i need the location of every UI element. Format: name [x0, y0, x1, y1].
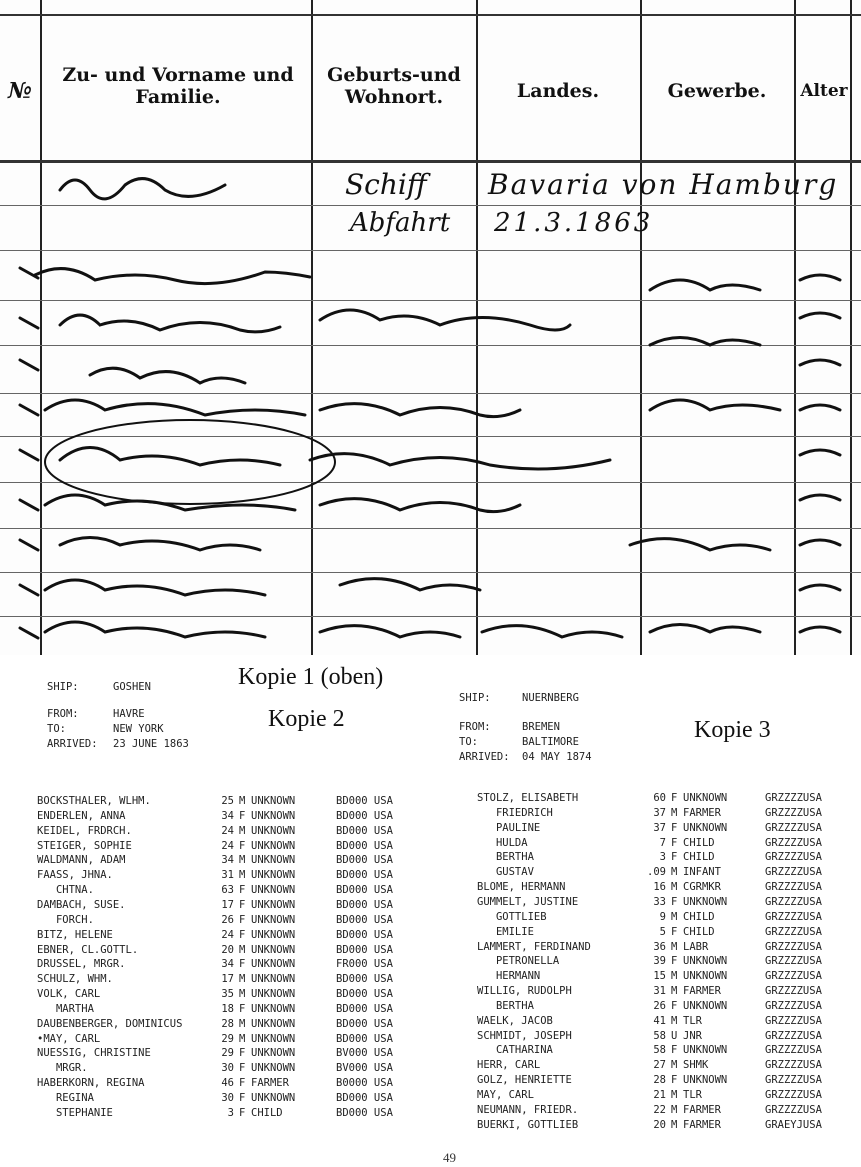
passenger-name: EBNER, CL.GOTTL. — [37, 943, 139, 956]
passenger-age: 33 — [653, 895, 666, 908]
passenger-code: GRZZZZUSA — [765, 881, 822, 894]
passenger-code: GRZZZZUSA — [765, 955, 822, 968]
passenger-code: GRZZZZUSA — [765, 792, 822, 804]
passenger-occupation: UNKNOWN — [251, 973, 296, 986]
passenger-age: 29 — [221, 1047, 234, 1060]
passenger-name: PAULINE — [477, 821, 541, 834]
passenger-occupation: JNR — [683, 1029, 702, 1042]
passenger-name: GUMMELT, JUSTINE — [477, 895, 579, 908]
passenger-code: BD000 USA — [336, 1106, 393, 1119]
passenger-sex: M — [239, 795, 246, 807]
handwritten-ship-name: Bavaria von Hamburg — [488, 168, 839, 201]
passenger-code: BD000 USA — [336, 869, 393, 882]
passenger-age: 35 — [221, 988, 234, 1001]
passenger-sex: M — [239, 869, 246, 882]
passenger-occupation: UNKNOWN — [251, 1002, 296, 1015]
passenger-occupation: UNKNOWN — [251, 958, 296, 971]
passenger-age: 18 — [221, 1002, 234, 1015]
passenger-code: BV000 USA — [336, 1062, 393, 1075]
passenger-sex: F — [239, 928, 246, 941]
passenger-code: BD000 USA — [336, 988, 393, 1001]
passenger-name: GUSTAV — [477, 866, 534, 879]
passenger-name: FORCH. — [37, 913, 94, 926]
passenger-occupation: UNKNOWN — [251, 884, 296, 897]
passenger-sex: M — [671, 1103, 678, 1116]
passenger-occupation: LABR — [683, 940, 709, 953]
passenger-sex: M — [239, 988, 246, 1001]
passenger-name: PETRONELLA — [477, 955, 560, 968]
passenger-occupation: UNKNOWN — [251, 824, 296, 837]
passenger-sex: F — [671, 895, 678, 908]
passenger-name: SCHMIDT, JOSEPH — [477, 1029, 572, 1042]
passenger-occupation: FARMER — [251, 1077, 289, 1090]
kopie2-to-label: TO: — [47, 723, 66, 735]
passenger-sex: F — [239, 898, 246, 911]
passenger-sex: F — [671, 999, 678, 1012]
passenger-age: 29 — [221, 1032, 234, 1045]
passenger-name: HABERKORN, REGINA — [37, 1077, 145, 1090]
passenger-name: DAMBACH, SUSE. — [37, 898, 126, 911]
passenger-age: 39 — [653, 955, 666, 968]
passenger-name: GOLZ, HENRIETTE — [477, 1074, 572, 1087]
passenger-name: EMILIE — [477, 925, 534, 938]
kopie3-from: BREMEN — [522, 721, 560, 733]
passenger-age: 30 — [221, 1092, 234, 1104]
header-age: Alter — [800, 81, 848, 101]
passenger-occupation: INFANT — [683, 866, 721, 879]
passenger-code: GRZZZZUSA — [765, 1059, 822, 1072]
kopie2-to: NEW YORK — [113, 723, 164, 735]
passenger-sex: M — [671, 985, 678, 998]
passenger-occupation: UNKNOWN — [251, 913, 296, 926]
passenger-age: 22 — [653, 1103, 666, 1116]
passenger-occupation: TLR — [683, 1089, 702, 1101]
passenger-code: BD000 USA — [336, 824, 393, 837]
passenger-age: .09 — [647, 866, 666, 879]
passenger-occupation: UNKNOWN — [251, 1032, 296, 1045]
passenger-sex: M — [671, 1059, 678, 1072]
passenger-sex: F — [671, 1074, 678, 1087]
passenger-occupation: CGRMKR — [683, 881, 721, 894]
passenger-name: WILLIG, RUDOLPH — [477, 985, 572, 998]
passenger-sex: F — [239, 884, 246, 897]
passenger-sex: F — [239, 1047, 246, 1060]
passenger-age: 26 — [221, 913, 234, 926]
passenger-sex: F — [671, 792, 678, 804]
passenger-code: BD000 USA — [336, 795, 393, 807]
passenger-name: BLOME, HERMANN — [477, 881, 566, 894]
passenger-code: BD000 USA — [336, 898, 393, 911]
passenger-sex: F — [671, 851, 678, 864]
passenger-occupation: UNKNOWN — [251, 809, 296, 822]
passenger-age: 31 — [221, 869, 234, 882]
passenger-sex: F — [671, 925, 678, 938]
passenger-code: GRZZZZUSA — [765, 1014, 822, 1027]
passenger-sex: F — [239, 1092, 246, 1104]
passenger-age: 34 — [221, 854, 234, 867]
passenger-age: 24 — [221, 824, 234, 837]
passenger-code: GRZZZZUSA — [765, 895, 822, 908]
passenger-code: BD000 USA — [336, 809, 393, 822]
passenger-age: 63 — [221, 884, 234, 897]
kopie3-from-label: FROM: — [459, 721, 491, 733]
passenger-code: GRZZZZUSA — [765, 851, 822, 864]
passenger-age: 15 — [653, 970, 666, 983]
passenger-name: DRUSSEL, MRGR. — [37, 958, 126, 971]
passenger-sex: M — [671, 1118, 678, 1131]
kopie2-arrived-label: ARRIVED: — [47, 738, 98, 750]
passenger-name: WAELK, JACOB — [477, 1014, 553, 1027]
passenger-occupation: SHMK — [683, 1059, 709, 1072]
passenger-name: BERTHA — [477, 851, 534, 864]
passenger-sex: M — [671, 970, 678, 983]
passenger-code: GRZZZZUSA — [765, 910, 822, 923]
passenger-occupation: UNKNOWN — [251, 988, 296, 1001]
passenger-age: 26 — [653, 999, 666, 1012]
passenger-age: 9 — [659, 910, 666, 923]
passenger-sex: M — [239, 943, 246, 956]
passenger-code: GRZZZZUSA — [765, 1089, 822, 1101]
passenger-sex: M — [671, 866, 678, 879]
passenger-sex: F — [239, 839, 246, 852]
passenger-code: GRZZZZUSA — [765, 806, 822, 819]
passenger-name: FAASS, JHNA. — [37, 869, 113, 882]
passenger-name: VOLK, CARL — [37, 988, 101, 1001]
passenger-code: GRZZZZUSA — [765, 821, 822, 834]
passenger-code: GRZZZZUSA — [765, 1029, 822, 1042]
passenger-age: 20 — [221, 943, 234, 956]
passenger-age: 28 — [221, 1017, 234, 1030]
passenger-occupation: UNKNOWN — [683, 895, 728, 908]
passenger-code: BD000 USA — [336, 943, 393, 956]
passenger-sex: F — [671, 1044, 678, 1057]
passenger-age: 46 — [221, 1077, 234, 1090]
passenger-name: MAY, CARL — [477, 1089, 534, 1101]
passenger-age: 17 — [221, 898, 234, 911]
passenger-code: GRZZZZUSA — [765, 940, 822, 953]
passenger-occupation: UNKNOWN — [251, 1092, 296, 1104]
passenger-age: 16 — [653, 881, 666, 894]
passenger-occupation: UNKNOWN — [251, 1047, 296, 1060]
passenger-occupation: CHILD — [683, 851, 715, 864]
passenger-sex: M — [671, 940, 678, 953]
passenger-name: STEIGER, SOPHIE — [37, 839, 132, 852]
passenger-name: NUESSIG, CHRISTINE — [37, 1047, 151, 1060]
passenger-name: HULDA — [477, 836, 528, 849]
passenger-age: 17 — [221, 973, 234, 986]
passenger-sex: M — [239, 1017, 246, 1030]
passenger-sex: M — [671, 910, 678, 923]
passenger-occupation: UNKNOWN — [251, 943, 296, 956]
passenger-name: BITZ, HELENE — [37, 928, 113, 941]
kopie3-ship: NUERNBERG — [522, 692, 579, 704]
passenger-name: HERMANN — [477, 970, 541, 983]
passenger-sex: M — [671, 1089, 678, 1101]
kopie3-to: BALTIMORE — [522, 736, 579, 748]
passenger-occupation: CHILD — [683, 836, 715, 849]
label-kopie3: Kopie 3 — [694, 717, 771, 743]
passenger-code: BD000 USA — [336, 1032, 393, 1045]
passenger-sex: U — [671, 1029, 678, 1042]
passenger-code: GRZZZZUSA — [765, 999, 822, 1012]
passenger-name: SCHULZ, WHM. — [37, 973, 113, 986]
passenger-occupation: CHILD — [683, 910, 715, 923]
kopie3-to-label: TO: — [459, 736, 478, 748]
passenger-occupation: UNKNOWN — [251, 1062, 296, 1075]
page-number: 49 — [443, 1150, 456, 1165]
kopie2-from: HAVRE — [113, 708, 145, 720]
passenger-occupation: UNKNOWN — [683, 999, 728, 1012]
passenger-age: 60 — [653, 792, 666, 804]
passenger-name: MRGR. — [37, 1062, 88, 1075]
passenger-age: 5 — [659, 925, 666, 938]
passenger-name: HERR, CARL — [477, 1059, 541, 1072]
kopie3-arrived: 04 MAY 1874 — [522, 751, 592, 763]
passenger-code: GRZZZZUSA — [765, 1074, 822, 1087]
kopie2-arrived: 23 JUNE 1863 — [113, 738, 189, 750]
passenger-age: 31 — [653, 985, 666, 998]
kopie3-ship-label: SHIP: — [459, 692, 491, 704]
passenger-code: GRZZZZUSA — [765, 836, 822, 849]
passenger-code: BV000 USA — [336, 1047, 393, 1060]
passenger-sex: F — [671, 955, 678, 968]
kopie2-from-label: FROM: — [47, 708, 79, 720]
passenger-name: STOLZ, ELISABETH — [477, 792, 579, 804]
passenger-sex: M — [239, 854, 246, 867]
passenger-code: BD000 USA — [336, 913, 393, 926]
handwritten-departure-date: 21.3.1863 — [494, 208, 654, 238]
label-kopie1: Kopie 1 (oben) — [238, 664, 384, 690]
header-trade: Gewerbe. — [667, 80, 767, 102]
header-number: № — [8, 78, 32, 104]
passenger-code: BD000 USA — [336, 854, 393, 867]
passenger-code: GRZZZZUSA — [765, 985, 822, 998]
passenger-age: 34 — [221, 809, 234, 822]
passenger-occupation: FARMER — [683, 806, 721, 819]
passenger-age: 3 — [227, 1106, 234, 1119]
label-kopie2: Kopie 2 — [268, 706, 345, 732]
passenger-sex: M — [239, 1032, 246, 1045]
passenger-code: GRZZZZUSA — [765, 925, 822, 938]
passenger-age: 27 — [653, 1059, 666, 1072]
passenger-code: BD000 USA — [336, 973, 393, 986]
passenger-occupation: UNKNOWN — [251, 898, 296, 911]
passenger-occupation: UNKNOWN — [251, 1017, 296, 1030]
passenger-sex: F — [239, 1106, 246, 1119]
handwritten-ship-label: Schiff — [345, 168, 427, 201]
passenger-name: STEPHANIE — [37, 1106, 113, 1119]
passenger-code: FR000 USA — [336, 958, 393, 971]
passenger-occupation: UNKNOWN — [251, 795, 296, 807]
header-birthplace: Geburts-und Wohnort. — [327, 64, 461, 108]
passenger-name: REGINA — [37, 1092, 94, 1104]
passenger-name: CATHARINA — [477, 1044, 553, 1057]
passenger-occupation: UNKNOWN — [251, 839, 296, 852]
passenger-code: BD000 USA — [336, 1092, 393, 1104]
passenger-name: •MAY, CARL — [37, 1032, 101, 1045]
passenger-age: 28 — [653, 1074, 666, 1087]
passenger-occupation: CHILD — [251, 1106, 283, 1119]
passenger-occupation: UNKNOWN — [683, 1074, 728, 1087]
passenger-sex: F — [239, 1062, 246, 1075]
passenger-occupation: UNKNOWN — [683, 970, 728, 983]
passenger-age: 37 — [653, 821, 666, 834]
passenger-sex: F — [239, 809, 246, 822]
header-country: Landes. — [516, 80, 600, 102]
passenger-code: BD000 USA — [336, 928, 393, 941]
passenger-age: 30 — [221, 1062, 234, 1075]
passenger-age: 37 — [653, 806, 666, 819]
passenger-name: NEUMANN, FRIEDR. — [477, 1103, 579, 1116]
passenger-sex: M — [671, 881, 678, 894]
passenger-name: ENDERLEN, ANNA — [37, 809, 126, 822]
passenger-name: GOTTLIEB — [477, 910, 547, 923]
passenger-occupation: CHILD — [683, 925, 715, 938]
passenger-sex: F — [239, 1002, 246, 1015]
passenger-occupation: UNKNOWN — [251, 869, 296, 882]
handwritten-departure-label: Abfahrt — [350, 208, 451, 238]
passenger-age: 34 — [221, 958, 234, 971]
passenger-code: GRZZZZUSA — [765, 970, 822, 983]
passenger-sex: M — [239, 824, 246, 837]
passenger-sex: F — [239, 913, 246, 926]
passenger-name: MARTHA — [37, 1002, 94, 1015]
passenger-code: GRZZZZUSA — [765, 866, 822, 879]
passenger-age: 24 — [221, 839, 234, 852]
passenger-name: DAUBENBERGER, DOMINICUS — [37, 1017, 183, 1030]
passenger-age: 3 — [659, 851, 666, 864]
passenger-sex: F — [671, 836, 678, 849]
passenger-sex: M — [239, 973, 246, 986]
passenger-sex: M — [671, 1014, 678, 1027]
kopie2-ship-label: SHIP: — [47, 681, 79, 693]
passenger-code: BD000 USA — [336, 1017, 393, 1030]
passenger-name: BOCKSTHALER, WLHM. — [37, 795, 151, 807]
passenger-occupation: UNKNOWN — [251, 928, 296, 941]
passenger-age: 36 — [653, 940, 666, 953]
passenger-code: GRAEYJUSA — [765, 1118, 822, 1131]
passenger-code: GRZZZZUSA — [765, 1044, 822, 1057]
passenger-sex: M — [671, 806, 678, 819]
passenger-occupation: FARMER — [683, 985, 721, 998]
passenger-sex: F — [239, 958, 246, 971]
kopie2-ship: GOSHEN — [113, 681, 151, 693]
passenger-name: WALDMANN, ADAM — [37, 854, 126, 867]
passenger-occupation: UNKNOWN — [683, 821, 728, 834]
passenger-sex: F — [671, 821, 678, 834]
passenger-name: LAMMERT, FERDINAND — [477, 940, 591, 953]
passenger-age: 25 — [221, 795, 234, 807]
passenger-sex: F — [239, 1077, 246, 1090]
passenger-age: 58 — [653, 1044, 666, 1057]
passenger-name: BERTHA — [477, 999, 534, 1012]
passenger-code: BD000 USA — [336, 1002, 393, 1015]
passenger-occupation: UNKNOWN — [251, 854, 296, 867]
passenger-occupation: UNKNOWN — [683, 955, 728, 968]
passenger-age: 41 — [653, 1014, 666, 1027]
passenger-age: 21 — [653, 1089, 666, 1101]
passenger-name: KEIDEL, FRDRCH. — [37, 824, 132, 837]
passenger-age: 7 — [659, 836, 666, 849]
passenger-age: 20 — [653, 1118, 666, 1131]
passenger-occupation: UNKNOWN — [683, 792, 728, 804]
passenger-code: BD000 USA — [336, 839, 393, 852]
passenger-age: 24 — [221, 928, 234, 941]
passenger-occupation: FARMER — [683, 1118, 721, 1131]
passenger-occupation: FARMER — [683, 1103, 721, 1116]
kopie3-arrived-label: ARRIVED: — [459, 751, 510, 763]
passenger-code: GRZZZZUSA — [765, 1103, 822, 1116]
passenger-code: B0000 USA — [336, 1077, 393, 1090]
header-name: Zu- und Vorname und Familie. — [62, 64, 294, 108]
passenger-name: BUERKI, GOTTLIEB — [477, 1118, 579, 1131]
passenger-occupation: UNKNOWN — [683, 1044, 728, 1057]
passenger-code: BD000 USA — [336, 884, 393, 897]
passenger-name: CHTNA. — [37, 884, 94, 897]
passenger-age: 58 — [653, 1029, 666, 1042]
passenger-name: FRIEDRICH — [477, 806, 553, 819]
passenger-occupation: TLR — [683, 1014, 702, 1027]
